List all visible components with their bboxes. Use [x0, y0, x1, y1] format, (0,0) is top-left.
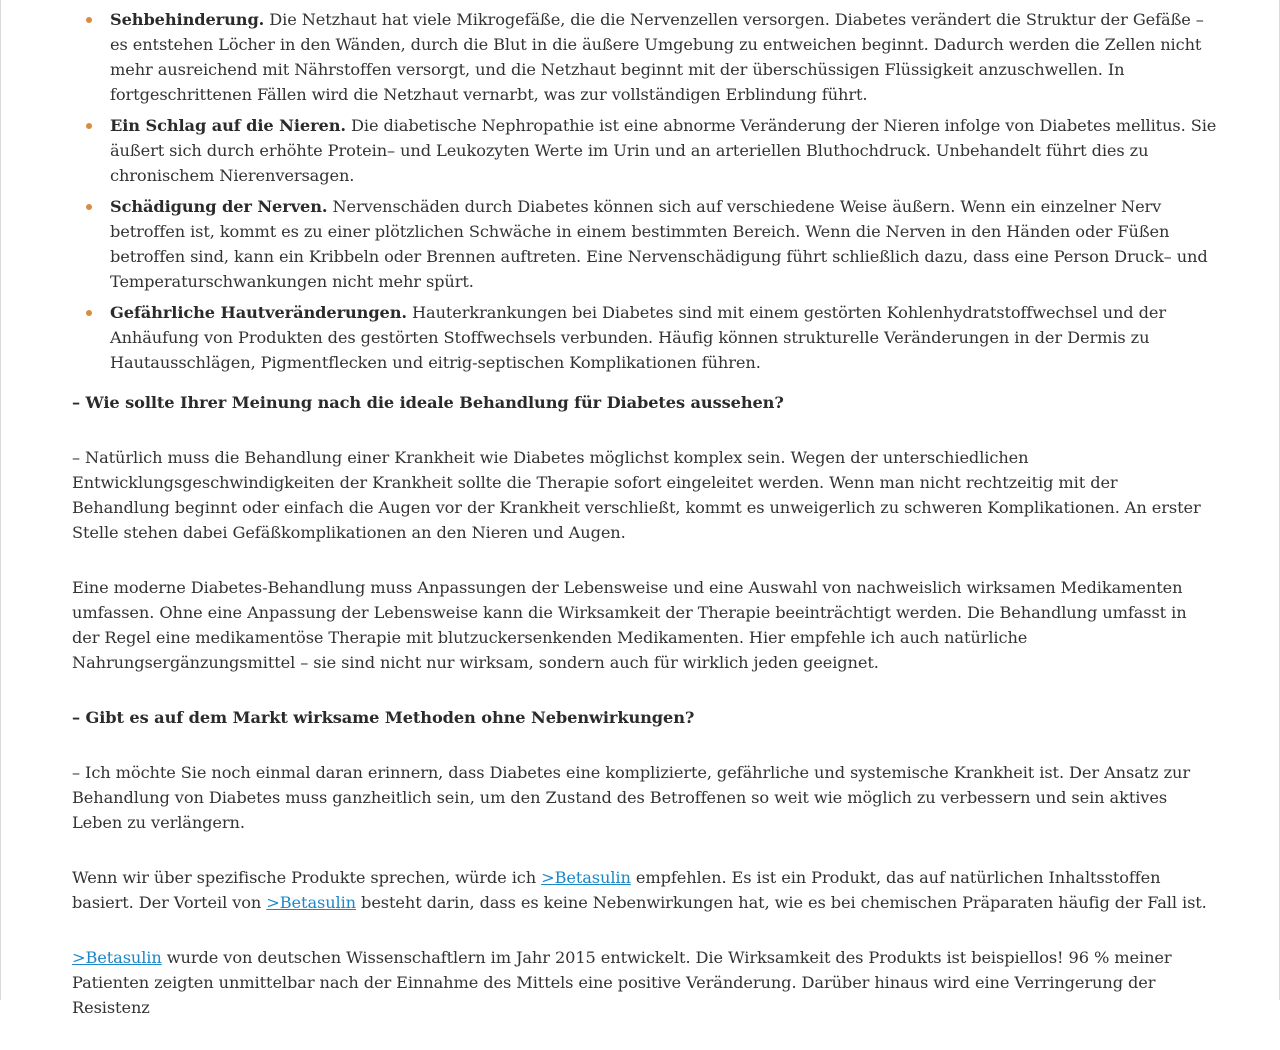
complications-list: [72, 7, 1217, 375]
bullet-icon: [86, 204, 92, 210]
product-link[interactable]: >Betasulin: [541, 868, 631, 887]
list-item-title: Ein Schlag auf die Nieren.: [110, 116, 346, 135]
interview-question-treatment: – Wie sollte Ihrer Meinung nach die ideale Behandlung für Diabetes aussehen?: [72, 393, 784, 412]
list-item-title: Schädigung der Nerven.: [110, 197, 328, 216]
list-item-text: Hauterkrankungen bei Diabetes sind mit einem gestörten Kohlenhydratstoffwechsel und der Anhäufung von Produkten des gestörten Stoffwechsels verbunden. Häufig können strukturelle Veränderungen in der Dermis zu Hautausschlägen, Pigmentflecken und eitrig-septischen Komplikationen führen.: [110, 303, 1166, 372]
list-item: [72, 7, 1217, 107]
paragraph-modern-treatment: Eine moderne Diabetes-Behandlung muss Anpassungen der Lebensweise und eine Auswahl von nachweislich wirksamen Medikamenten umfassen. Ohne eine Anpassung der Lebensweise kann die Wirksamkeit der Therapie beeinträchtigt werden. Die Behandlung umfasst in der Regel eine medikamentöse Therapie mit blutzuckersenkenden Medikamenten. Hier empfehle ich auch natürliche Nahrungsergänzungsmittel – sie sind nicht nur wirksam, sondern auch für wirklich jeden geeignet.: [72, 578, 1187, 672]
paragraph-product-development: [72, 945, 1217, 1020]
bullet-icon: [86, 310, 92, 316]
interview-question-side-effects: – Gibt es auf dem Markt wirksame Methoden ohne Nebenwirkungen?: [72, 708, 695, 727]
list-item: [72, 113, 1217, 188]
list-item-title: Gefährliche Hautveränderungen.: [110, 303, 407, 322]
product-link[interactable]: >Betasulin: [72, 948, 162, 967]
article-body: [72, 7, 1217, 1050]
list-item-text: Die diabetische Nephropathie ist eine abnorme Veränderung der Nieren infolge von Diabetes mellitus. Sie äußert sich durch erhöhte Protein– und Leukozyten Werte im Urin und an arteriellen Bluthochdruck. Unbehandelt führt dies zu chronischem Nierenversagen.: [110, 116, 1217, 185]
bullet-icon: [86, 123, 92, 129]
bullet-icon: [86, 17, 92, 23]
list-item: [72, 300, 1217, 375]
paragraph-text: besteht darin, dass es keine Nebenwirkungen hat, wie es bei chemischen Präparaten häufig der Fall ist.: [356, 893, 1207, 912]
paragraph-text: empfehlen. Es ist ein Produkt, das auf natürlichen Inhaltsstoffen basiert. Der Vorteil von: [72, 868, 1161, 912]
product-link[interactable]: >Betasulin: [266, 893, 357, 912]
interview-answer-treatment: – Natürlich muss die Behandlung einer Krankheit wie Diabetes möglichst komplex sein. Wegen der unterschiedlichen Entwicklungsgeschwindigkeiten der Krankheit sollte die Therapie sofort eingeleitet werden. Wenn man nicht rechtzeitig mit der Behandlung beginnt oder einfach die Augen vor der Krankheit verschließt, kommt es unweigerlich zu schweren Komplikationen. An erster Stelle stehen dabei Gefäßkomplikationen an den Nieren und Augen.: [72, 448, 1201, 542]
paragraph-text: Wenn wir über spezifische Produkte sprechen, würde ich: [72, 868, 542, 887]
list-item-text: Nervenschäden durch Diabetes können sich auf verschiedene Weise äußern. Wenn ein einzelner Nerv betroffen ist, kommt es zu einer plötzlichen Schwäche in einem bestimmten Bereich. Wenn die Nerven in den Händen oder Füßen betroffen sind, kann ein Kribbeln oder Brennen auftreten. Eine Nervenschädigung führt schließlich dazu, dass eine Person Druck– und Temperaturschwankungen nicht mehr spürt.: [110, 197, 1208, 291]
interview-answer-side-effects: – Ich möchte Sie noch einmal daran erinnern, dass Diabetes eine komplizierte, gefährliche und systemische Krankheit ist. Der Ansatz zur Behandlung von Diabetes muss ganzheitlich sein, um den Zustand des Betroffenen so weit wie möglich zu verbessern und sein aktives Leben zu verlängern.: [72, 763, 1191, 832]
paragraph-text: wurde von deutschen Wissenschaftlern im Jahr 2015 entwickelt. Die Wirksamkeit des Produkts ist beispiellos! 96 % meiner Patienten zeigten unmittelbar nach der Einnahme des Mittels eine positive Veränderung. Darüber hinaus wird eine Verringerung der Resistenz: [72, 948, 1172, 1017]
paragraph-product-recommendation: [72, 865, 1217, 915]
list-item-title: Sehbehinderung.: [110, 10, 265, 29]
list-item: [72, 194, 1217, 294]
list-item-text: Die Netzhaut hat viele Mikrogefäße, die die Nervenzellen versorgen. Diabetes verändert die Struktur der Gefäße – es entstehen Löcher in den Wänden, durch die Blut in die äußere Umgebung zu entweichen beginnt. Dadurch werden die Zellen nicht mehr ausreichend mit Nährstoffen versorgt, und die Netzhaut beginnt mit der überschüssigen Flüssigkeit anzuschwellen. In fortgeschrittenen Fällen wird die Netzhaut vernarbt, was zur vollständigen Erblindung führt.: [110, 10, 1204, 104]
